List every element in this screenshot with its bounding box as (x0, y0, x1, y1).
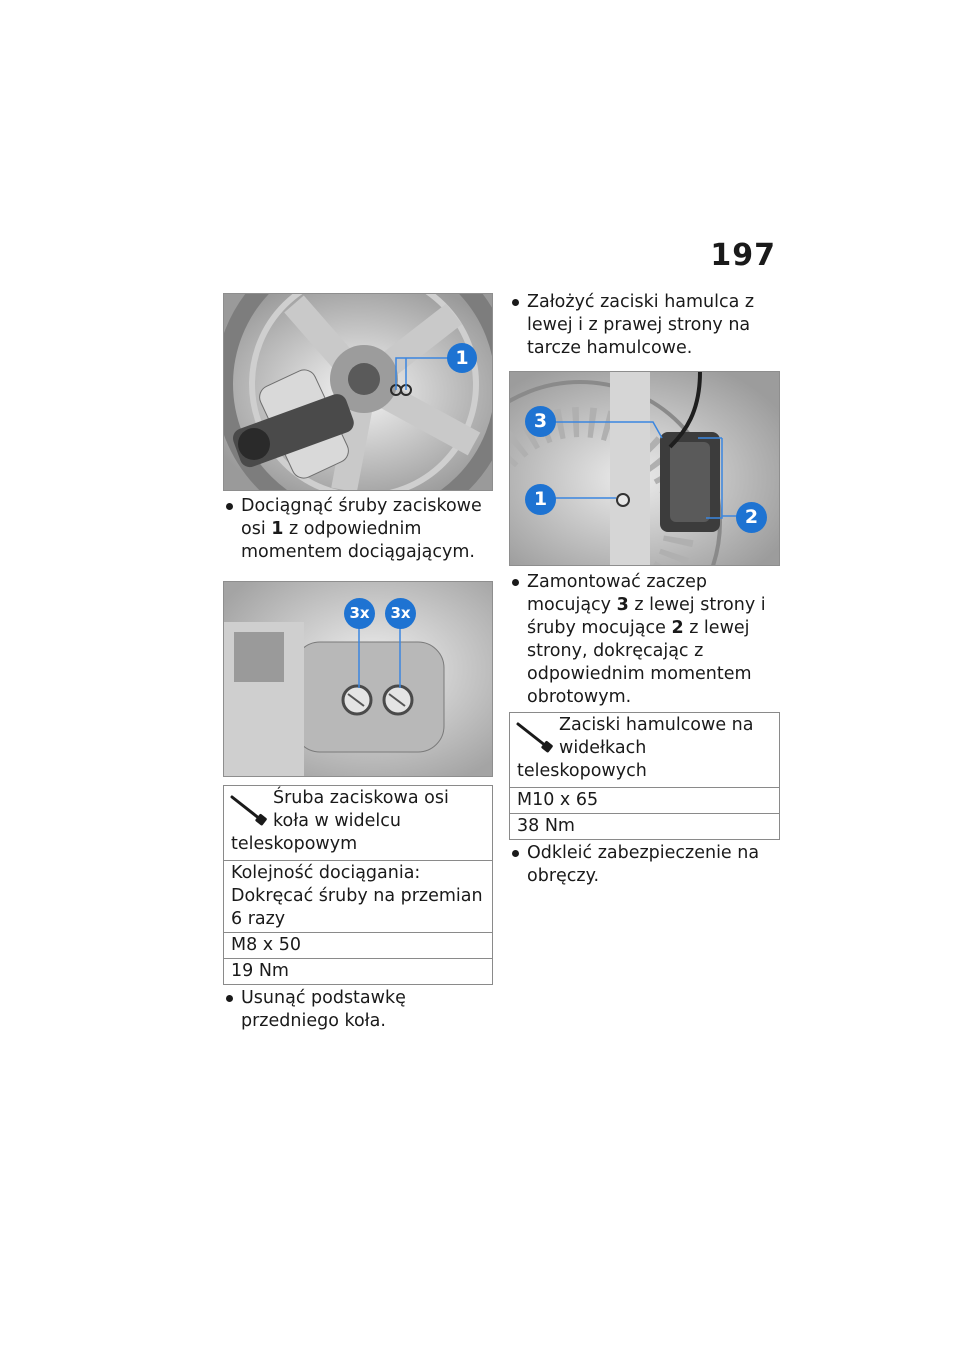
spec-torque: 19 Nm (224, 959, 493, 985)
step-remove-stand: Usunąć podstawkę przedniego koła. (223, 987, 493, 1033)
step-tighten-axle-bolts: Dociągnąć śruby zaciskowe osi 1 z odpowiednim momentem dociągającym. (223, 495, 493, 564)
callout-3: 3 (525, 406, 556, 437)
spec-table-brake-caliper (509, 712, 780, 840)
photo-clamp-bolts-3x (223, 581, 493, 777)
spec-title-cell: Śruba zaciskowa osi koła w widelcu teleskopowym (224, 786, 493, 861)
callout-1: 1 (525, 484, 556, 515)
torque-wrench-icon (229, 791, 269, 827)
spec-torque: 38 Nm (510, 814, 780, 840)
callout-3x-right: 3x (385, 598, 416, 629)
spec-table-axle-bolt (223, 785, 493, 985)
spec-sequence: Kolejność dociągania: Dokręcać śruby na przemian 6 razy (224, 861, 493, 933)
torque-wrench-icon (515, 718, 555, 754)
step-mount-bracket: Zamontować zaczep mocujący 3 z lewej strony i śruby mocujące 2 z lewej strony, dokręcając z odpowiednim momentem obrotowym. (509, 571, 780, 709)
callout-3x-left: 3x (344, 598, 375, 629)
step-remove-rim-protection: Odkleić zabezpieczenie na obręczy. (509, 842, 780, 888)
photo-brake-caliper (509, 371, 780, 566)
callout-2: 2 (736, 502, 767, 533)
callout-1: 1 (447, 343, 477, 373)
spec-size: M8 x 50 (224, 933, 493, 959)
photo-axle-clamp-bolts (223, 293, 493, 491)
page-number: 197 (710, 238, 776, 273)
left-column (223, 293, 493, 1033)
step-install-calipers: Założyć zaciski hamulca z lewej i z prawej strony na tarcze hamulcowe. (509, 291, 780, 360)
spec-title-cell: Zaciski hamulcowe na widełkach teleskopowych (510, 713, 780, 788)
right-column (509, 293, 780, 888)
spec-size: M10 x 65 (510, 788, 780, 814)
